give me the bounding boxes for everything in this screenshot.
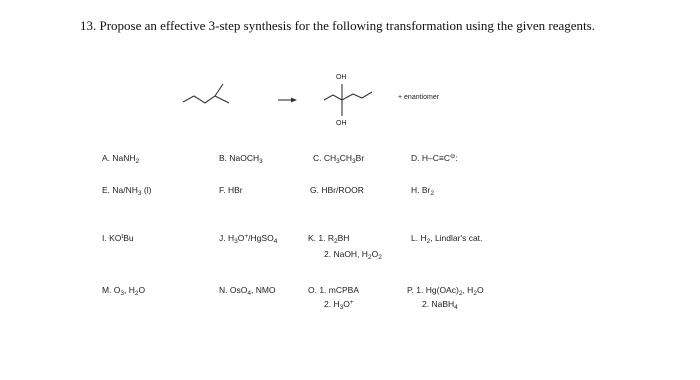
oh-top-label: OH — [336, 74, 347, 81]
reagent-h: H. $Br_2$ — [411, 185, 434, 197]
reagent-k-line2: 2. NaOH, $H_2O_2$ — [324, 249, 382, 261]
reagent-m: M. $O_3$, $H_2O$ — [102, 285, 146, 297]
reagent-p: P. 1. $Hg(OAc)_2$, $H_2O$ — [407, 285, 484, 297]
reagent-e: E. $Na/NH_3$ (l) — [102, 185, 152, 197]
reagent-d: D. H–C≡C⊖: — [411, 153, 458, 163]
reagent-j: J. $H_3O^+/HgSO_4$ — [219, 233, 278, 245]
reagent-o: O. 1. mCPBA — [308, 285, 360, 295]
reagent-o-line2: 2. $H_3O^+$ — [324, 299, 354, 311]
reagent-p-line2: 2. NaBH$_4$ — [422, 299, 458, 311]
product-structure — [324, 84, 372, 116]
reagent-l: L. $H_2$, Lindlar's cat. — [411, 233, 483, 245]
reagent-n: N. OsO$_4$, NMO — [219, 285, 276, 297]
reagent-i: I. $KO^tBu$ — [102, 233, 134, 243]
reaction-arrow — [278, 98, 297, 103]
reagent-f: F. HBr — [219, 185, 243, 195]
reagent-b: B. NaOCH$_3$ — [219, 153, 263, 165]
question-text: 13. Propose an effective 3-step synthesis for the following transformation using the given reagents. — [80, 18, 595, 33]
reagent-g: G. HBr/ROOR — [310, 185, 364, 195]
starting-material-structure — [183, 84, 229, 103]
reagent-c: C. $CH_3CH_3Br$ — [313, 153, 365, 165]
oh-bottom-label: OH — [336, 120, 347, 127]
enantiomer-note: + enantiomer — [398, 94, 440, 101]
reagent-k: K. 1. $R_2BH$ — [308, 233, 350, 245]
reagent-a: A. NaNH$_2$ — [102, 153, 140, 165]
